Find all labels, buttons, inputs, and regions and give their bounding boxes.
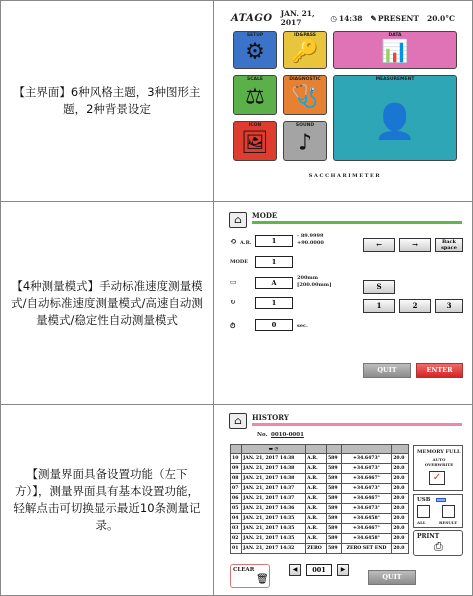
table-cell: 589 [326, 454, 341, 464]
table-cell: JAN. 21, 2017 14:35 [242, 534, 306, 544]
table-cell: +34.6467° [341, 494, 391, 504]
tile-label: ICON [248, 123, 262, 128]
prev-page-button[interactable] [289, 564, 301, 576]
left-arrow-button[interactable]: ← [363, 238, 395, 252]
table-cell: 589 [326, 514, 341, 524]
back-label: Back [442, 239, 456, 245]
screenshot-cell [214, 1, 472, 201]
table-row[interactable] [231, 514, 409, 524]
record-no-label: No. [257, 432, 268, 438]
pencil-icon: ✎ [370, 13, 377, 23]
mode-screen [227, 208, 465, 392]
table-cell: +34.6473° [341, 504, 391, 514]
screenshot-cell [214, 405, 472, 595]
print-button[interactable] [413, 530, 463, 556]
table-cell: 589 [326, 494, 341, 504]
table-cell: 08 [231, 474, 242, 484]
tile-label: DATA [388, 33, 402, 38]
date-label: JAN. 21, 2017 [280, 9, 315, 27]
table-cell: 02 [231, 534, 242, 544]
table-row[interactable] [231, 464, 409, 474]
home-button[interactable] [229, 413, 247, 429]
s-button[interactable]: S [363, 280, 395, 294]
number-1-button[interactable]: 1 [363, 299, 395, 313]
triangle-left-icon: ◀ [292, 566, 298, 573]
title-underline [252, 221, 462, 224]
table-row[interactable] [231, 454, 409, 464]
history-table [230, 444, 409, 554]
table-cell: +34.6467° [341, 524, 391, 534]
table-cell: 05 [231, 504, 242, 514]
tile-label: SCALE [247, 77, 263, 82]
header-cell: ▬ ◷ [242, 445, 306, 454]
record-no-value: 0010-0001 [271, 432, 304, 438]
all-label: ALL [417, 520, 426, 525]
table-cell: JAN. 21, 2017 14:38 [242, 474, 306, 484]
diagnostic-icon: 🩺 [291, 84, 319, 110]
table-cell: JAN. 21, 2017 14:32 [242, 544, 306, 554]
brand-logo: ATAGO [231, 12, 273, 24]
table-cell: 03 [231, 524, 242, 534]
table-cell: A.R. [306, 484, 327, 494]
table-row[interactable] [231, 504, 409, 514]
table-cell: +34.6473° [341, 484, 391, 494]
table-cell: JAN. 21, 2017 14:38 [242, 464, 306, 474]
table-cell: 589 [326, 484, 341, 494]
backspace-button[interactable] [435, 238, 463, 252]
table-cell: JAN. 21, 2017 14:35 [242, 524, 306, 534]
page-title: HISTORY [252, 413, 289, 422]
table-cell: A.R. [306, 514, 327, 524]
usb-all-button[interactable] [417, 505, 430, 518]
time-unit: sec. [297, 323, 308, 329]
clock-icon: ◷ [330, 13, 337, 23]
status-bar [227, 7, 463, 29]
table-row[interactable] [231, 544, 409, 554]
title-underline [252, 423, 462, 426]
number-3-button[interactable]: 3 [435, 299, 463, 313]
feature-description: 【主界面】6种风格主题，3种图形主题，2种背景设定 [1, 1, 214, 201]
table-cell: JAN. 21, 2017 14:35 [242, 514, 306, 524]
ar-field[interactable]: 1 [255, 235, 293, 247]
ar-range-min: - 89.9999 [297, 233, 324, 239]
table-cell: +34.6458° [341, 514, 391, 524]
home-icon: ⌂ [234, 415, 242, 427]
table-cell: 20.0 [392, 544, 409, 554]
repeat-icon: ↻ [230, 297, 236, 306]
home-icon: ⌂ [234, 214, 242, 226]
tube-icon: ▭ [230, 277, 237, 286]
data-icon: 📊 [381, 39, 409, 65]
tile-sound[interactable] [283, 121, 327, 161]
triangle-right-icon: ▶ [340, 566, 346, 573]
tile-label: MEASUREMENT [375, 77, 415, 82]
icon-tile-icon: 🖼 [241, 130, 269, 156]
history-screen [227, 409, 465, 591]
device-name: SACCHARIMETER [308, 173, 382, 179]
table-cell: 07 [231, 484, 242, 494]
table-cell: ZERO [306, 544, 327, 554]
timer-icon: ⏱ [230, 321, 236, 330]
clear-label: CLEAR [233, 567, 255, 573]
table-cell: A.R. [306, 454, 327, 464]
measurement-icon: 👤 [373, 102, 417, 143]
right-arrow-button[interactable]: → [399, 238, 431, 252]
feature-row [1, 1, 472, 202]
trash-icon: 🗑 [256, 574, 269, 585]
table-row[interactable] [231, 534, 409, 544]
printer-icon: ⎙ [434, 540, 443, 553]
tile-label: SOUND [295, 123, 315, 128]
mode-label: PRESENT [377, 13, 419, 23]
table-cell: 20.0 [392, 534, 409, 544]
usb-label: USB [417, 497, 431, 503]
clear-button[interactable] [230, 564, 270, 588]
table-cell: 589 [326, 524, 341, 534]
temp-label: 20.0°C [427, 13, 455, 23]
table-cell: 06 [231, 494, 242, 504]
auto-overwrite-label: AUTO OVERWRITE [424, 457, 454, 467]
quit-button[interactable]: QUIT [363, 363, 411, 378]
table-cell: JAN. 21, 2017 14:37 [242, 484, 306, 494]
table-cell: 04 [231, 514, 242, 524]
table-cell: A.R. [306, 504, 327, 514]
table-cell: 10 [231, 454, 242, 464]
table-cell: 20.0 [392, 494, 409, 504]
tile-scale[interactable] [233, 75, 277, 115]
header-cell [326, 445, 341, 454]
check-icon: ✓ [432, 472, 442, 483]
tile-label: SETUP [246, 33, 264, 38]
tile-diagnostic[interactable] [283, 75, 327, 115]
table-cell: +34.6473° [341, 454, 391, 464]
table-cell: 20.0 [392, 514, 409, 524]
scale-icon: ⚖ [245, 84, 265, 110]
tile-id-pass[interactable] [283, 31, 327, 69]
table-cell: ZERO SET END [341, 544, 391, 554]
table-cell: 20.0 [392, 464, 409, 474]
table-cell: 01 [231, 544, 242, 554]
time-label: 14:38 [338, 13, 363, 23]
sound-icon: ♪ [297, 130, 313, 156]
table-cell: 20.0 [392, 484, 409, 494]
feature-row [1, 202, 472, 405]
next-page-button[interactable] [337, 564, 349, 576]
result-label: RESULT [439, 520, 458, 525]
page-title: MODE [252, 211, 278, 220]
quit-button[interactable]: QUIT [368, 570, 416, 585]
auto-overwrite-checkbox[interactable] [429, 471, 445, 485]
table-cell: A.R. [306, 524, 327, 534]
tube-field[interactable]: A [255, 277, 293, 289]
table-cell: 589 [326, 474, 341, 484]
repeat-field[interactable]: 1 [255, 297, 293, 309]
table-cell: 20.0 [392, 474, 409, 484]
id-pass-icon: 🔑 [291, 39, 319, 65]
memory-full-label: MEMORY FULL [417, 449, 461, 455]
ar-range-max: +90.0000 [297, 240, 324, 246]
space-label: space [441, 245, 457, 251]
rotation-icon: ⟲ [230, 236, 237, 246]
table-row[interactable] [231, 524, 409, 534]
feature-row [1, 405, 472, 595]
table-row[interactable] [231, 484, 409, 494]
mode-label: MODE [230, 259, 249, 265]
table-cell: 589 [326, 504, 341, 514]
gear-person-icon: ⚙ [245, 39, 265, 65]
ar-label: A.R. [240, 240, 252, 246]
tile-setup[interactable] [233, 31, 277, 69]
main-screen [227, 7, 463, 185]
table-row[interactable] [231, 494, 409, 504]
table-cell: JAN. 21, 2017 14:38 [242, 454, 306, 464]
table-cell: 589 [326, 534, 341, 544]
feature-description: 【测量界面具备设置功能（左下方）】，测量界面具有基本设置功能，轻解点击可切换显示最近10条测量记录。 [1, 405, 214, 595]
table-header-row [231, 445, 409, 454]
print-label: PRINT [417, 533, 440, 540]
header-cell [341, 445, 391, 454]
tube-length-actual: [200.00mm] [297, 282, 332, 288]
table-cell: A.R. [306, 494, 327, 504]
tile-label: ID&PASS [294, 33, 316, 38]
table-cell: +34.6458° [341, 534, 391, 544]
time-field[interactable]: 0 [255, 319, 293, 331]
table-cell: A.R. [306, 474, 327, 484]
tile-icon[interactable] [233, 121, 277, 161]
header-cell [231, 445, 242, 454]
tile-data[interactable] [333, 31, 457, 69]
table-cell: 20.0 [392, 504, 409, 514]
memory-panel [413, 445, 463, 491]
usb-panel [413, 494, 463, 528]
table-cell: A.R. [306, 464, 327, 474]
table-row[interactable] [231, 474, 409, 484]
mode-field[interactable]: 1 [255, 256, 293, 268]
feature-description: 【4种测量模式】手动标准速度测量模式/自动标准速度测量模式/高速自动测量模式/稳定性自动测量模式 [1, 202, 214, 404]
tile-measurement[interactable] [333, 75, 457, 161]
enter-button[interactable]: ENTER [416, 363, 463, 378]
table-cell: 589 [326, 544, 341, 554]
table-cell: 20.0 [392, 524, 409, 534]
table-cell: +34.6467° [341, 474, 391, 484]
table-cell: +34.6473° [341, 464, 391, 474]
header-cell [392, 445, 409, 454]
screenshot-cell [214, 202, 472, 404]
table-cell: JAN. 21, 2017 14:36 [242, 504, 306, 514]
table-cell: 20.0 [392, 454, 409, 464]
tile-label: DIAGNOSTIC [289, 77, 321, 82]
page-field[interactable]: 001 [306, 564, 332, 576]
header-cell [306, 445, 327, 454]
tube-length: 200mm [297, 275, 319, 281]
table-cell: 589 [326, 464, 341, 474]
table-cell: JAN. 21, 2017 14:37 [242, 494, 306, 504]
usb-result-button[interactable] [442, 505, 455, 518]
table-cell: 09 [231, 464, 242, 474]
table-cell: A.R. [306, 534, 327, 544]
home-button[interactable] [229, 212, 247, 228]
usb-icon [436, 498, 446, 502]
number-2-button[interactable]: 2 [399, 299, 431, 313]
